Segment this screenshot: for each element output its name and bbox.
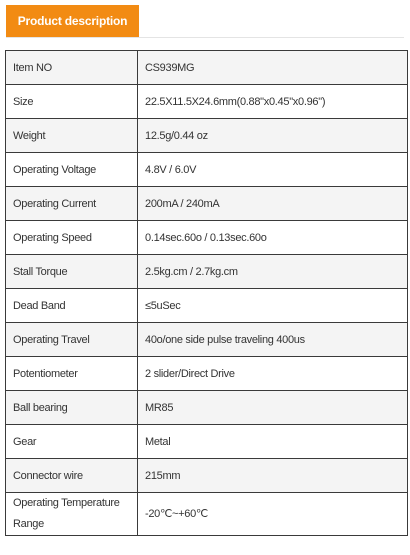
spec-label-weight: Weight [6, 119, 138, 153]
spec-label-dead-band: Dead Band [6, 289, 138, 323]
tab-product-description[interactable] [6, 5, 139, 37]
spec-value-operating-travel: 40o/one side pulse traveling 400us [138, 323, 408, 357]
table-row [6, 187, 408, 221]
spec-label-ball-bearing: Ball bearing [6, 391, 138, 425]
spec-label-operating-temperature-range: Operating Temperature Range [6, 493, 138, 536]
spec-value-weight: 12.5g/0.44 oz [138, 119, 408, 153]
spec-label-gear: Gear [6, 425, 138, 459]
spec-value-operating-speed: 0.14sec.60o / 0.13sec.60o [138, 221, 408, 255]
spec-value-operating-current: 200mA / 240mA [138, 187, 408, 221]
table-row [6, 357, 408, 391]
table-row [6, 459, 408, 493]
table-row [6, 85, 408, 119]
spec-label-stall-torque: Stall Torque [6, 255, 138, 289]
table-row [6, 119, 408, 153]
table-row [6, 425, 408, 459]
spec-value-ball-bearing: MR85 [138, 391, 408, 425]
spec-value-stall-torque: 2.5kg.cm / 2.7kg.cm [138, 255, 408, 289]
tab-label: Product description [17, 14, 128, 28]
spec-label-item-no: Item NO [6, 51, 138, 85]
spec-value-size: 22.5X11.5X24.6mm(0.88"x0.45"x0.96") [138, 85, 408, 119]
spec-value-operating-temperature-range: -20℃~+60℃ [138, 493, 408, 536]
spec-value-connector-wire: 215mm [138, 459, 408, 493]
spec-label-size: Size [6, 85, 138, 119]
table-row [6, 323, 408, 357]
spec-value-dead-band: ≤5uSec [138, 289, 408, 323]
spec-label-potentiometer: Potentiometer [6, 357, 138, 391]
spec-table [5, 50, 408, 536]
table-row [6, 221, 408, 255]
spec-label-connector-wire: Connector wire [6, 459, 138, 493]
table-row [6, 255, 408, 289]
spec-value-gear: Metal [138, 425, 408, 459]
spec-value-item-no: CS939MG [138, 51, 408, 85]
table-row [6, 289, 408, 323]
table-row [6, 493, 408, 536]
tab-divider [6, 37, 404, 38]
table-row [6, 51, 408, 85]
spec-label-operating-travel: Operating Travel [6, 323, 138, 357]
table-row [6, 391, 408, 425]
spec-value-potentiometer: 2 slider/Direct Drive [138, 357, 408, 391]
table-row [6, 153, 408, 187]
spec-label-operating-voltage: Operating Voltage [6, 153, 138, 187]
spec-label-operating-current: Operating Current [6, 187, 138, 221]
spec-label-operating-speed: Operating Speed [6, 221, 138, 255]
spec-value-operating-voltage: 4.8V / 6.0V [138, 153, 408, 187]
